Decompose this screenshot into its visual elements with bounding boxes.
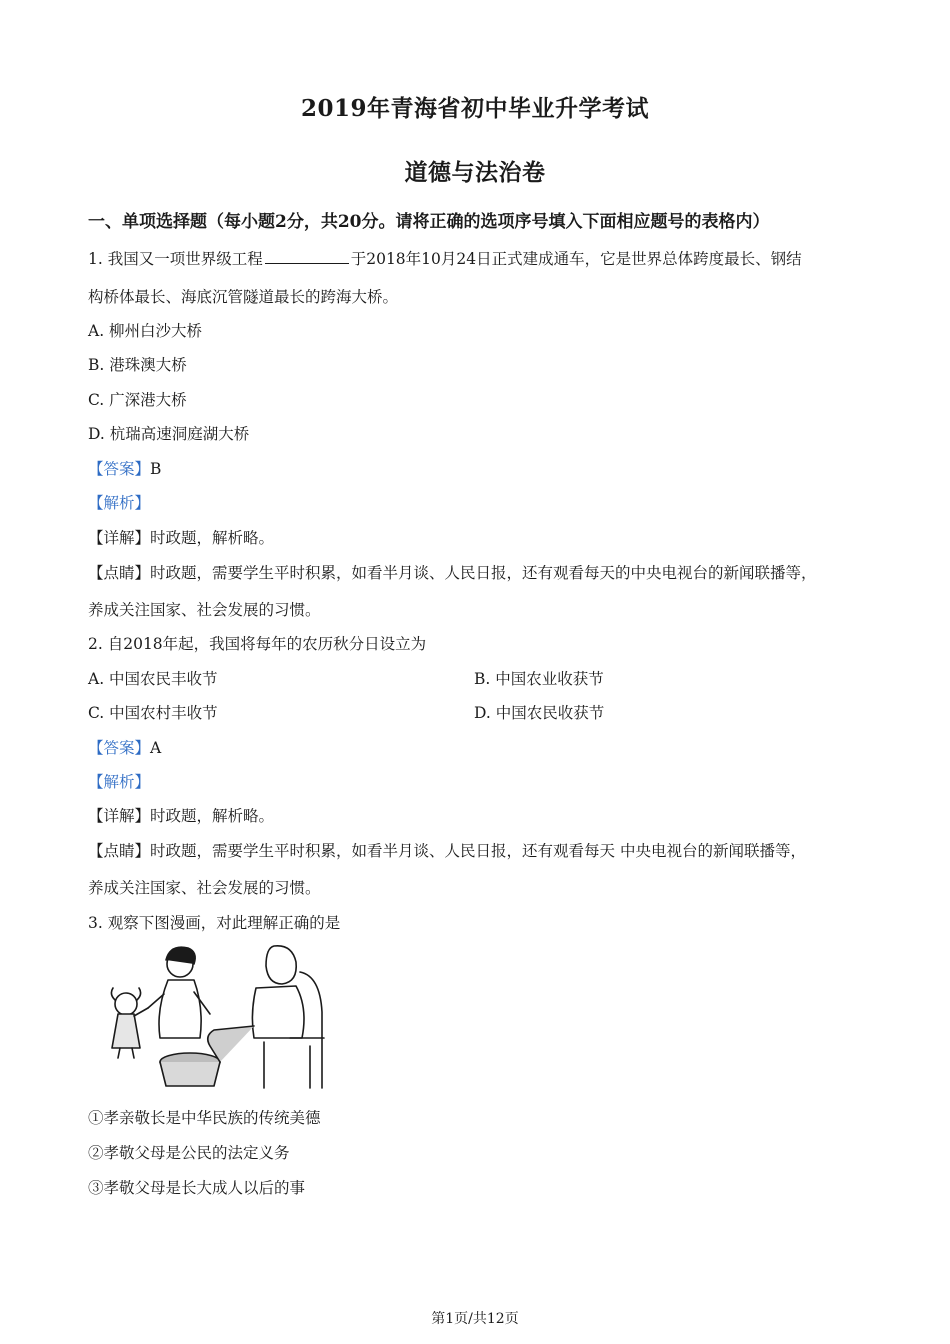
page-footer: 第1页/共12页 <box>431 1311 519 1327</box>
q2-detail <box>88 804 274 826</box>
q2-detail-text: 时政题，解析略。 <box>150 807 275 825</box>
q1-detail-label: 【详解】 <box>88 529 151 547</box>
q2-stem: 2. 自2018年起，我国将每年的农历秋分日设立为 <box>88 635 427 653</box>
section-heading: 一、单项选择题（每小题2分，共20分。请将正确的选项序号填入下面相应题号的表格内） <box>88 212 770 232</box>
q1-analysis-label: 【解析】 <box>88 494 151 512</box>
q3-statement-3: ③孝敬父母是长大成人以后的事 <box>88 1179 306 1197</box>
q1-answer <box>88 457 161 479</box>
q1-stem-cont: 于2018年10月24日正式建成通车，它是世界总体跨度最长、钢结 <box>350 250 802 268</box>
q2-hint-label: 【点睛】 <box>88 842 151 860</box>
q1-option-d: D. 杭瑞高速洞庭湖大桥 <box>88 425 250 443</box>
q2-answer-label: 【答案】 <box>88 739 151 757</box>
q2-option-c: C. 中国农村丰收节 <box>88 704 218 722</box>
q1-answer-value: B <box>150 460 162 478</box>
q2-option-d: D. 中国农民收获节 <box>474 704 605 722</box>
q2-hint-text: 时政题，需要学生平时积累，如看半月谈、人民日报，还有观看每天 中央电视台的新闻联播等， <box>150 842 806 860</box>
q2-answer-value: A <box>150 739 162 757</box>
q1-hint <box>88 561 817 583</box>
q1-answer-label: 【答案】 <box>88 460 151 478</box>
q2-option-a: A. 中国农民丰收节 <box>88 670 218 688</box>
q1-hint-cont: 养成关注国家、社会发展的习惯。 <box>88 601 321 619</box>
q1-stem-line2: 构桥体最长、海底沉管隧道最长的跨海大桥。 <box>88 288 399 306</box>
q1-hint-text: 时政题，需要学生平时积累，如看半月谈、人民日报，还有观看每天的中央电视台的新闻联播等， <box>150 564 817 582</box>
q3-statement-1: ①孝亲敬长是中华民族的传统美德 <box>88 1109 321 1127</box>
q2-analysis-label: 【解析】 <box>88 773 151 791</box>
q2-detail-label: 【详解】 <box>88 807 151 825</box>
q1-option-a: A. 柳州白沙大桥 <box>88 322 203 340</box>
q1-detail <box>88 526 274 548</box>
q1-blank <box>265 249 349 264</box>
q2-answer <box>88 736 161 758</box>
q2-option-b: B. 中国农业收获节 <box>474 670 604 688</box>
q1-hint-label: 【点睛】 <box>88 564 151 582</box>
q1-option-c: C. 广深港大桥 <box>88 391 187 409</box>
q1-option-b: B. 港珠澳大桥 <box>88 356 187 374</box>
q1-stem-line1 <box>88 247 802 269</box>
q3-statement-2: ②孝敬父母是公民的法定义务 <box>88 1144 290 1162</box>
q3-stem: 3. 观察下图漫画，对此理解正确的是 <box>88 914 341 932</box>
q2-hint-cont: 养成关注国家、社会发展的习惯。 <box>88 879 321 897</box>
q1-detail-text: 时政题，解析略。 <box>150 529 275 547</box>
cartoon-illustration <box>88 942 328 1092</box>
q1-stem-start: 1. 我国又一项世界级工程 <box>88 250 263 268</box>
exam-title: 2019年青海省初中毕业升学考试 <box>300 95 649 122</box>
q2-hint <box>88 839 806 861</box>
exam-subtitle: 道德与法治卷 <box>404 159 546 186</box>
